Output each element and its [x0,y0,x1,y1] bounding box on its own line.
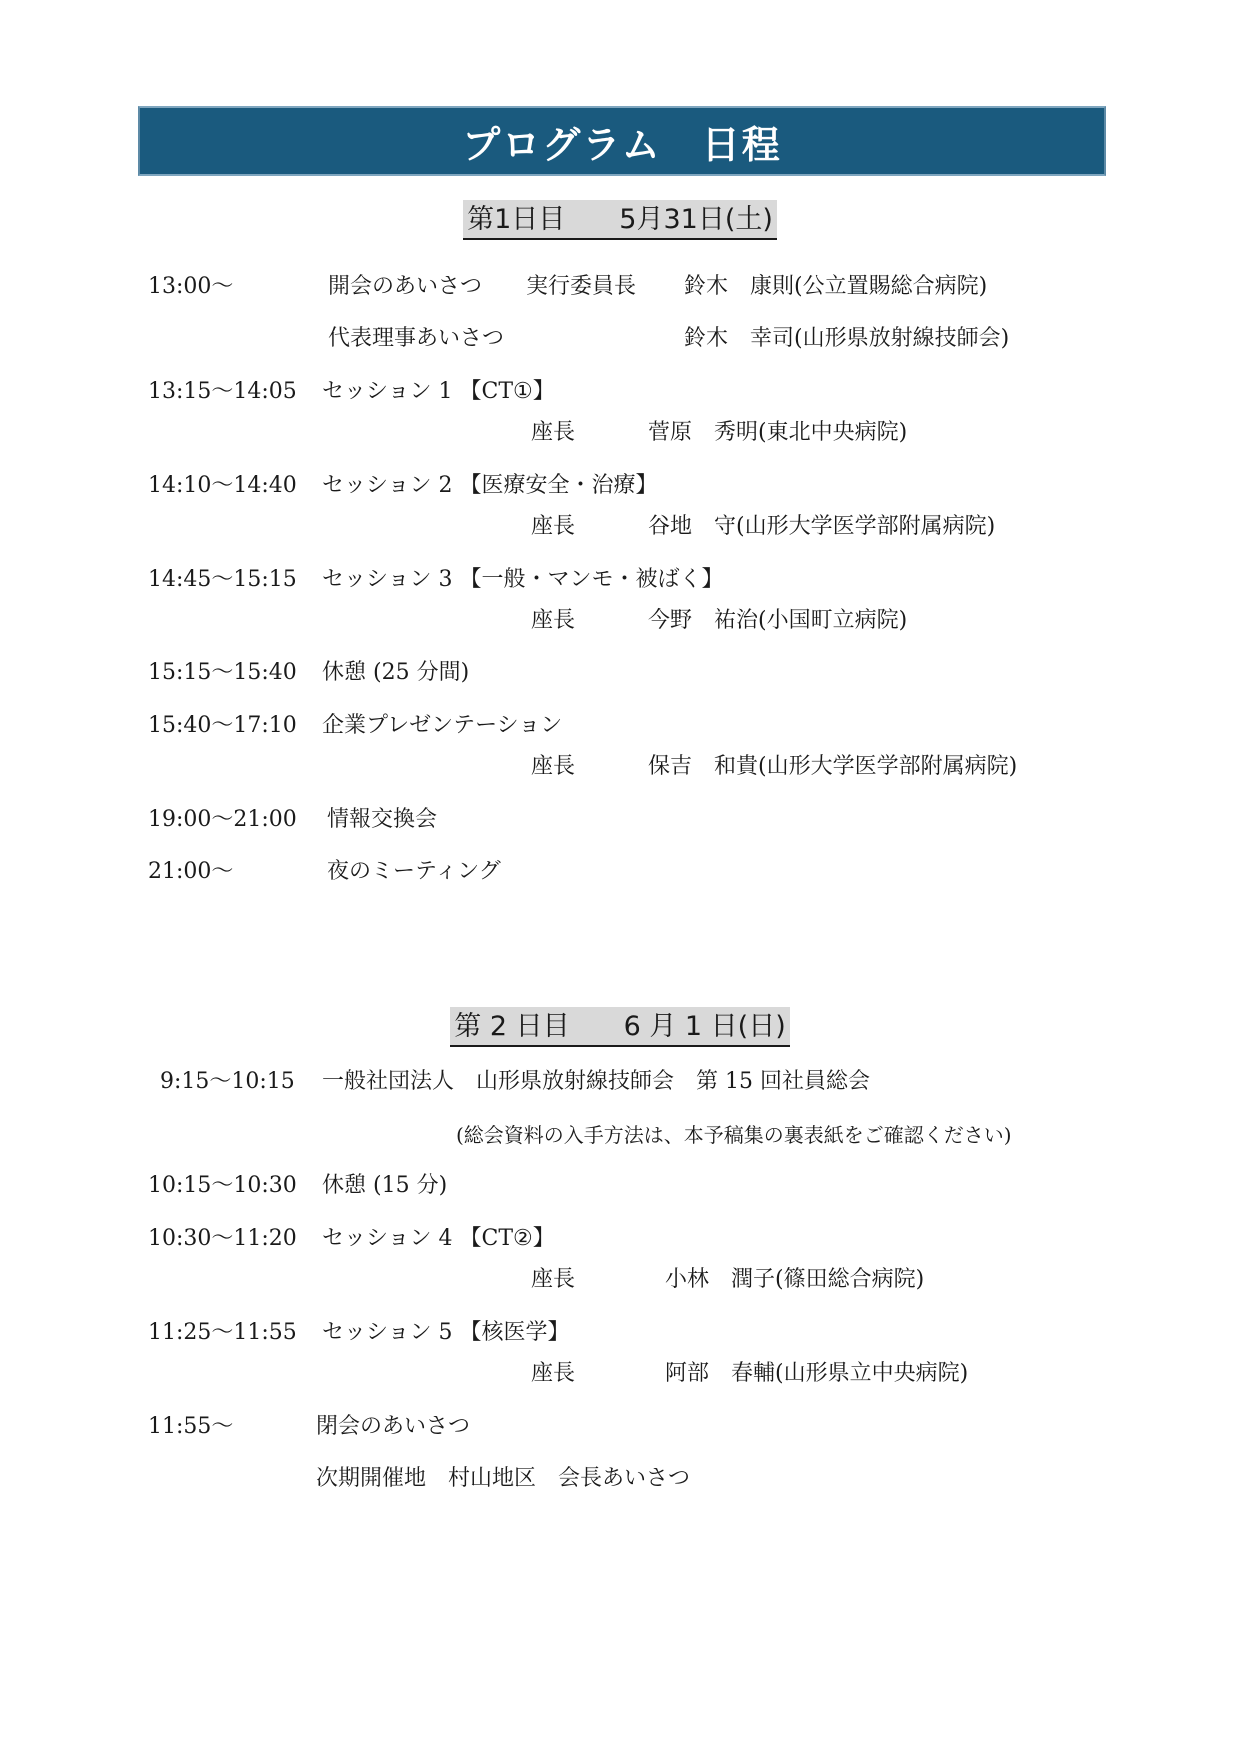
schedule-title: セッション 2 【医療安全・治療】 [322,473,658,498]
schedule-role: 実行委員長 [526,274,637,299]
page-title: プログラム 日程 [462,122,782,167]
schedule-title: セッション 5 【核医学】 [322,1320,570,1345]
schedule-title: 開会のあいさつ [328,274,483,299]
schedule-role: 座長 [531,608,576,633]
day1-heading-text: 第1日目 5月31日(土) [463,200,777,240]
schedule-role: 座長 [531,420,576,445]
schedule-time: 10:30～11:20 [148,1226,297,1251]
schedule-person: 谷地 守(山形大学医学部附属病院) [648,514,996,539]
schedule-person: 鈴木 幸司(山形県放射線技師会) [684,326,1010,351]
schedule-title: セッション 3 【一般・マンモ・被ばく】 [322,567,724,592]
page-title-banner [138,106,1106,176]
schedule-note: (総会資料の入手方法は、本予稿集の裏表紙をご確認ください) [456,1123,1012,1147]
schedule-person: 小林 潤子(篠田総合病院) [665,1267,925,1292]
schedule-person: 菅原 秀明(東北中央病院) [648,420,908,445]
schedule-time: 19:00～21:00 [148,807,297,832]
schedule-person: 今野 祐治(小国町立病院) [648,608,908,633]
schedule-title: 休憩 (15 分) [322,1173,448,1198]
schedule-time: 9:15～10:15 [160,1069,295,1094]
schedule-time: 15:15～15:40 [148,660,297,685]
schedule-title: セッション 1 【CT①】 [322,379,555,404]
schedule-role: 座長 [531,514,576,539]
schedule-title: 夜のミーティング [327,859,501,884]
schedule-title: 一般社団法人 山形県放射線技師会 第 15 回社員総会 [322,1069,870,1094]
schedule-time: 13:15～14:05 [148,379,297,404]
schedule-title: 代表理事あいさつ [328,326,505,351]
schedule-title: 休憩 (25 分間) [322,660,470,685]
schedule-title: セッション 4 【CT②】 [322,1226,555,1251]
schedule-role: 座長 [531,1267,576,1292]
schedule-time: 15:40～17:10 [148,713,297,738]
schedule-title: 企業プレゼンテーション [322,713,563,738]
schedule-time: 13:00～ [148,274,234,299]
day1-heading [0,200,1240,240]
schedule-title: 閉会のあいさつ [316,1414,471,1439]
schedule-person: 保吉 和貴(山形大学医学部附属病院) [648,754,1018,779]
day2-heading [0,1007,1240,1047]
schedule-time: 14:45～15:15 [148,567,297,592]
day2-heading-text: 第 2 日目 6 月 1 日(日) [450,1007,790,1047]
schedule-title: 次期開催地 村山地区 会長あいさつ [316,1466,691,1491]
schedule-title: 情報交換会 [327,807,438,832]
schedule-role: 座長 [531,1361,576,1386]
schedule-time: 10:15～10:30 [148,1173,297,1198]
schedule-time: 11:55～ [148,1414,234,1439]
schedule-time: 21:00～ [148,859,234,884]
schedule-time: 14:10～14:40 [148,473,297,498]
schedule-role: 座長 [531,754,576,779]
schedule-person: 阿部 春輔(山形県立中央病院) [665,1361,969,1386]
schedule-time: 11:25～11:55 [148,1320,297,1345]
schedule-person: 鈴木 康則(公立置賜総合病院) [684,274,988,299]
